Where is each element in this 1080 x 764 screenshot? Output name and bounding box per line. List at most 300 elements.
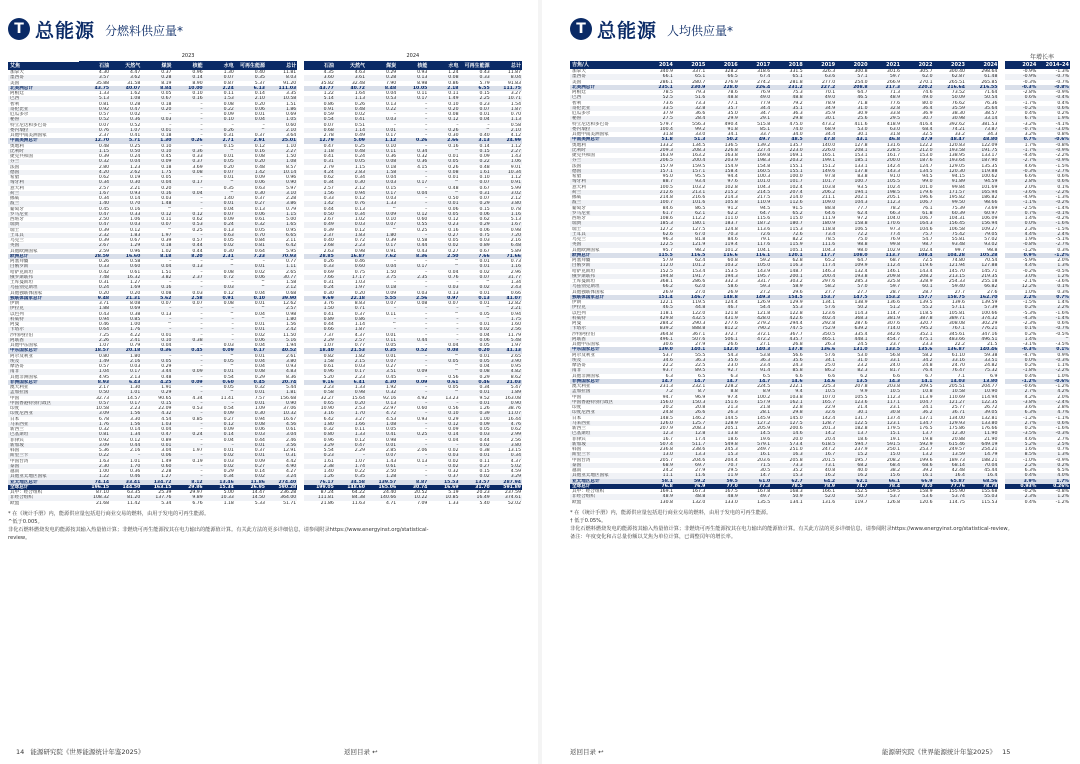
table-cell: 121.27 bbox=[934, 400, 966, 405]
row-label: 阿根廷 bbox=[572, 90, 586, 95]
table-cell: 105.5 bbox=[854, 394, 868, 400]
table-cell: 63.0 bbox=[869, 127, 901, 132]
table-cell: 8.84 bbox=[141, 86, 172, 91]
table-cell: 0.46 bbox=[460, 380, 491, 385]
table-cell: 23.7 bbox=[889, 342, 901, 347]
table-cell: 4.2% bbox=[1037, 389, 1070, 394]
row-label: 特立尼达和多巴哥 bbox=[572, 121, 609, 127]
row-label: 捷克共和国 bbox=[10, 154, 33, 159]
table-cell: 6.43 bbox=[110, 380, 141, 385]
table-cell: 3.76 bbox=[323, 301, 334, 306]
table-cell: 18.40 bbox=[304, 348, 335, 353]
table-cell: – bbox=[172, 401, 203, 406]
table-cell: 56.8 bbox=[889, 352, 901, 358]
table-cell: 76.9 bbox=[760, 90, 771, 95]
table-cell: 70.1 bbox=[824, 90, 836, 95]
table-cell: 0.16 bbox=[172, 96, 203, 101]
table-cell: 0.02 bbox=[448, 448, 459, 453]
table-cell: 235.1 bbox=[641, 85, 673, 90]
table-cell: 74.14 bbox=[79, 480, 110, 485]
table-cell: 302.29 bbox=[981, 321, 998, 326]
table-cell: 795.2 bbox=[901, 326, 933, 331]
table-cell: 0.56 bbox=[448, 374, 459, 380]
table-cell: 5.33 bbox=[254, 500, 265, 506]
table-cell: 166.1 bbox=[821, 489, 836, 494]
table-cell: 0.27 bbox=[460, 464, 491, 469]
table-cell: 325.8 bbox=[886, 279, 901, 284]
table-cell: 0.04 bbox=[235, 359, 266, 364]
table-cell: 0.01 bbox=[460, 453, 491, 458]
table-cell: 0.03 bbox=[366, 117, 397, 122]
table-cell: 63.6 bbox=[804, 74, 836, 79]
table-cell: 96.9 bbox=[695, 394, 706, 400]
table-cell: – bbox=[172, 233, 203, 238]
table-cell: 202.1 bbox=[854, 195, 868, 200]
table-cell: -3.2% bbox=[1023, 121, 1037, 127]
table-cell: 14.1 bbox=[901, 379, 933, 384]
table-cell: 0.80 bbox=[98, 353, 110, 359]
table-cell: 0.04 bbox=[397, 191, 428, 196]
table-cell: 171.57 bbox=[934, 190, 966, 195]
table-cell: -2.3% bbox=[1023, 321, 1037, 326]
table-cell: 0.16 bbox=[448, 227, 459, 233]
table-cell: 11.86 bbox=[235, 480, 266, 485]
table-cell: 21.68 bbox=[95, 500, 110, 506]
table-cell: 7.2 bbox=[641, 389, 673, 394]
row-label: 巴西 bbox=[8, 96, 79, 101]
table-cell: 26.9 bbox=[662, 289, 673, 295]
table-cell: – bbox=[200, 143, 203, 149]
table-cell: 1.33 bbox=[366, 201, 397, 206]
table-cell: 2.91 bbox=[235, 138, 266, 143]
table-cell: 0.20 bbox=[335, 401, 366, 406]
table-cell: 94.5 bbox=[760, 205, 771, 211]
table-cell: 0.1% bbox=[1037, 347, 1070, 352]
table-cell: 265.51 bbox=[948, 79, 965, 85]
table-cell: 76.36 bbox=[984, 100, 998, 106]
table-cell: 143.9 bbox=[757, 268, 771, 274]
page-header bbox=[8, 14, 522, 44]
table-cell: 42.48 bbox=[951, 468, 965, 473]
table-cell: 1.65 bbox=[266, 222, 297, 227]
table-cell: 76.47 bbox=[934, 368, 966, 373]
table-cell: 107.0 bbox=[821, 394, 836, 400]
table-cell: 1.07 bbox=[323, 343, 334, 348]
table-cell: 133.17 bbox=[981, 153, 998, 158]
table-cell: 483.66 bbox=[934, 337, 966, 342]
table-cell: 1.33 bbox=[98, 91, 110, 96]
table-cell: 1.09 bbox=[254, 406, 265, 411]
footnote-line: ^低于0.005。 bbox=[8, 518, 43, 525]
table-cell: 40.8 bbox=[824, 468, 836, 473]
growth-rate-label: 年增长率 bbox=[1029, 54, 1054, 61]
table-cell: 100.4 bbox=[641, 127, 673, 132]
table-cell: 50.09 bbox=[934, 95, 966, 100]
row-label: 中国台湾 bbox=[10, 458, 29, 464]
row-label: 比利时 bbox=[570, 148, 641, 153]
table-cell: 134.00 bbox=[948, 415, 965, 421]
table-cell: 2.56 bbox=[397, 296, 428, 301]
table-cell: 216.55 bbox=[966, 85, 998, 90]
table-cell: 0.2% bbox=[1057, 111, 1069, 116]
table-cell: 10.58 bbox=[95, 406, 110, 411]
table-cell: 70.04 bbox=[966, 463, 998, 468]
table-cell: -5.9% bbox=[1023, 258, 1037, 263]
table-cell: 0.12 bbox=[130, 227, 141, 233]
table-cell: 335.4 bbox=[854, 331, 868, 337]
table-cell: 156.68 bbox=[280, 395, 297, 401]
table-cell: -2.2% bbox=[1055, 153, 1069, 158]
table-cell: 16.44 bbox=[507, 416, 521, 422]
table-cell: 14.7 bbox=[739, 379, 771, 384]
table-cell: 5.13 bbox=[510, 217, 521, 222]
table-cell: 1.97 bbox=[192, 448, 203, 453]
table-cell: 81.8 bbox=[695, 237, 706, 242]
table-cell: 2.27 bbox=[266, 149, 297, 154]
table-cell: 0.91 bbox=[385, 248, 397, 254]
table-cell: 1.6% bbox=[1024, 447, 1037, 452]
table-cell: -0.9% bbox=[1023, 69, 1037, 74]
table-cell: 1.07 bbox=[354, 458, 365, 464]
table-cell: 61.0 bbox=[739, 479, 771, 484]
table-cell: 4.6% bbox=[1024, 436, 1037, 442]
table-cell: 7.25 bbox=[98, 332, 110, 338]
table-cell: 1.67 bbox=[491, 222, 522, 227]
table-cell: 0.39 bbox=[98, 227, 110, 233]
table-cell: – bbox=[200, 133, 203, 138]
table-cell: 0.94 bbox=[254, 416, 265, 422]
table-cell: 117.6 bbox=[739, 242, 771, 247]
table-cell: 120.1 bbox=[771, 253, 803, 258]
table-cell: – bbox=[204, 443, 235, 448]
table-cell: 0.06 bbox=[235, 180, 266, 185]
table-cell: 222.1 bbox=[789, 384, 803, 389]
table-cell: -0.3% bbox=[1005, 85, 1037, 90]
table-cell: 1.48 bbox=[141, 201, 172, 206]
table-cell: 123.6 bbox=[836, 400, 868, 405]
table-cell: 68.14 bbox=[934, 463, 966, 468]
table-cell: 5.2% bbox=[1005, 442, 1037, 447]
table-cell: 255.18 bbox=[981, 279, 998, 284]
table-cell: 100.3 bbox=[757, 174, 771, 179]
table-cell: 73.3 bbox=[771, 463, 803, 468]
table-cell: – bbox=[141, 306, 172, 311]
table-cell: 0.67 bbox=[130, 238, 141, 243]
table-cell: 29.8 bbox=[771, 116, 803, 121]
table-cell: 0.01 bbox=[460, 390, 491, 395]
table-cell: 119.4 bbox=[706, 242, 738, 247]
back-to-contents-link[interactable]: 返回目录 ↩ bbox=[570, 748, 604, 756]
table-cell: 0.31 bbox=[98, 280, 110, 285]
table-cell: 91.8 bbox=[706, 127, 738, 132]
table-cell: 57.39 bbox=[966, 305, 998, 310]
table-cell: 0.03 bbox=[110, 222, 141, 227]
table-cell: 0.01 bbox=[254, 322, 265, 327]
table-cell: 0.26 bbox=[428, 128, 459, 133]
footnote-line: 备注：年度变化和占总量份额以艾焦为单位计算，已调整闰年的增长率。 bbox=[570, 533, 737, 540]
table-cell: 131.7 bbox=[854, 415, 868, 421]
table-cell: 61.10 bbox=[951, 352, 965, 358]
table-cell: 0.50 bbox=[304, 212, 335, 217]
table-cell: 51.2 bbox=[869, 305, 901, 310]
table-cell: 193.8 bbox=[836, 274, 868, 279]
table-cell: 194.3 bbox=[706, 274, 738, 279]
table-cell: 29.1 bbox=[739, 116, 771, 121]
table-cell: 0.41 bbox=[366, 432, 397, 437]
table-cell: 0.41 bbox=[323, 311, 334, 317]
table-cell: 132.4 bbox=[854, 268, 868, 274]
table-cell: 1.02 bbox=[354, 217, 365, 222]
table-cell: 31.0 bbox=[836, 106, 868, 111]
table-cell: ^ bbox=[454, 364, 459, 369]
table-cell: 0.48 bbox=[254, 164, 265, 170]
table-cell: 75.42 bbox=[934, 232, 966, 237]
table-cell: 2.56 bbox=[491, 327, 522, 332]
table-cell: -0.4% bbox=[1037, 95, 1070, 100]
row-label: 智利 bbox=[572, 100, 582, 106]
table-cell: 119.6 bbox=[901, 263, 933, 268]
table-cell: 0.60 bbox=[417, 217, 428, 222]
table-cell: 8.08 bbox=[130, 301, 141, 306]
table-cell: 128.9 bbox=[706, 421, 738, 426]
table-cell: 1.18 bbox=[304, 149, 335, 154]
table-cell: 0.47 bbox=[110, 107, 141, 112]
table-cell: 23.3 bbox=[922, 342, 933, 347]
table-cell: 48.9 bbox=[706, 494, 738, 499]
table-cell: 26.72 bbox=[984, 405, 998, 410]
column-header: 总计 bbox=[266, 62, 297, 71]
table-cell: 216.64 bbox=[934, 85, 966, 90]
table-cell: 29.5 bbox=[727, 468, 738, 473]
table-cell: 0.13 bbox=[354, 206, 365, 212]
table-cell: 1.08 bbox=[110, 96, 141, 101]
table-cell: 70.7 bbox=[706, 463, 738, 468]
table-cell: 20.0 bbox=[792, 436, 803, 442]
table-cell: 0.05 bbox=[335, 159, 366, 164]
table-cell: 0.36 bbox=[385, 154, 397, 159]
row-label: 阿联酋 bbox=[570, 337, 641, 342]
table-cell: 214.5 bbox=[739, 190, 771, 195]
table-cell: 0.61 bbox=[285, 427, 297, 432]
row-label: 奥地利 bbox=[572, 142, 586, 148]
table-cell: 134.7 bbox=[901, 421, 933, 426]
table-cell: 1.80 bbox=[130, 353, 141, 359]
row-label: 英国 bbox=[570, 242, 641, 247]
table-cell: 74.0 bbox=[771, 127, 803, 132]
table-cell: 0.41 bbox=[335, 117, 366, 122]
row-label: 沙特阿拉伯 bbox=[572, 331, 595, 337]
page-number: 14 bbox=[16, 748, 25, 756]
table-cell: 0.4% bbox=[1024, 111, 1037, 116]
table-cell: 22.09 bbox=[158, 406, 172, 411]
table-cell: 6.42 bbox=[323, 416, 334, 422]
table-cell: 2.50 bbox=[428, 254, 459, 259]
table-cell: 0.26 bbox=[448, 164, 459, 170]
table-cell: 94.4 bbox=[727, 174, 738, 179]
table-cell: 59.5 bbox=[706, 479, 738, 484]
table-cell: 0.31 bbox=[266, 453, 297, 458]
table-cell: 39.2 bbox=[922, 468, 933, 473]
row-label: 泰国 bbox=[570, 463, 641, 468]
table-cell: -1.2% bbox=[1023, 247, 1037, 253]
table-cell: – bbox=[172, 474, 203, 479]
table-cell: 114.3 bbox=[854, 310, 868, 316]
table-cell: 91.4 bbox=[739, 368, 771, 373]
table-cell: 55.3 bbox=[771, 305, 803, 310]
table-cell: – bbox=[200, 122, 203, 128]
table-cell: 35.7 bbox=[706, 106, 738, 111]
table-cell: 76.9 bbox=[889, 237, 901, 242]
table-cell: 2.23 bbox=[323, 385, 334, 390]
table-cell: 104.6 bbox=[919, 226, 933, 232]
table-cell: – bbox=[397, 170, 428, 175]
table-cell: 0.05 bbox=[428, 212, 459, 217]
table-cell: 14.57 bbox=[127, 395, 141, 401]
table-cell: 215.2 bbox=[706, 190, 738, 195]
table-cell: -0.7% bbox=[1005, 127, 1037, 132]
table-cell: 13.80 bbox=[966, 379, 998, 384]
table-cell: 0.13 bbox=[161, 311, 172, 317]
table-cell: ^ bbox=[428, 369, 459, 374]
table-cell: 74.7 bbox=[836, 484, 868, 489]
table-cell: 1.01 bbox=[110, 390, 141, 395]
table-cell: 0.96 bbox=[285, 175, 297, 180]
table-cell: ^ bbox=[454, 353, 459, 359]
row-label: 韩国 bbox=[572, 447, 582, 452]
table-cell: 78.9 bbox=[824, 100, 836, 106]
table-cell: 10.05 bbox=[397, 86, 428, 91]
page-header bbox=[570, 14, 1070, 44]
table-cell: 1.66 bbox=[335, 422, 366, 427]
table-cell: 0.48 bbox=[448, 185, 459, 191]
table-cell: 124.7 bbox=[919, 163, 933, 169]
row-label: 埃及 bbox=[570, 358, 641, 363]
table-cell: 200.4 bbox=[674, 158, 706, 163]
table-cell: 0.6% bbox=[1057, 321, 1069, 326]
table-cell: 8.7 bbox=[674, 389, 706, 394]
table-cell: – bbox=[169, 122, 172, 128]
table-cell: 345.61 bbox=[948, 331, 965, 337]
row-label: 菲律宾 bbox=[572, 436, 586, 442]
row-label: 葡萄牙 bbox=[10, 206, 24, 212]
table-cell: 53.6 bbox=[901, 494, 933, 499]
table-cell: 0.62 bbox=[479, 217, 490, 222]
row-label: 印度 bbox=[572, 405, 582, 410]
table-cell: 0.34 bbox=[79, 180, 110, 185]
table-cell: 35.2 bbox=[792, 468, 803, 473]
table-cell: 21.8 bbox=[760, 405, 771, 410]
table-cell: 767.1 bbox=[934, 326, 966, 331]
table-cell: 0.04 bbox=[161, 427, 172, 432]
table-cell: 28.4 bbox=[674, 116, 706, 121]
table-cell: 340.9 bbox=[659, 69, 673, 74]
table-cell: 0.32 bbox=[235, 222, 266, 227]
table-cell: 7.66 bbox=[460, 254, 491, 259]
table-cell: 0.16 bbox=[130, 206, 141, 212]
table-cell: 11.41 bbox=[220, 395, 234, 401]
table-cell: 29.86 bbox=[172, 485, 203, 490]
table-cell: 2.57 bbox=[335, 338, 366, 343]
table-cell: – bbox=[487, 122, 490, 128]
table-cell: 208.1 bbox=[836, 148, 868, 153]
table-cell: 33.5 bbox=[641, 106, 673, 111]
table-cell: 0.86 bbox=[335, 317, 366, 322]
row-label: 埃及 bbox=[8, 359, 79, 364]
table-cell: 10.71 bbox=[491, 96, 522, 101]
table-cell: 13.7 bbox=[901, 431, 933, 436]
table-cell: 105.81 bbox=[948, 310, 965, 316]
row-label: 其他非洲国家 bbox=[572, 373, 600, 379]
table-cell: 8.03 bbox=[266, 75, 297, 80]
table-cell: 364.00 bbox=[266, 495, 297, 500]
table-cell: 75.32 bbox=[966, 368, 998, 373]
table-cell: ^ bbox=[460, 317, 491, 322]
table-cell: 253.7 bbox=[919, 447, 933, 452]
table-cell: -0.2% bbox=[1023, 489, 1037, 494]
table-cell: 16.32 bbox=[110, 275, 141, 280]
table-cell: 6.41 bbox=[335, 380, 366, 385]
table-cell: – bbox=[425, 374, 428, 380]
table-cell: 60.8 bbox=[727, 258, 738, 263]
table-cell: 1.97 bbox=[335, 285, 366, 290]
column-header: 核能 bbox=[397, 62, 428, 71]
table-cell: 207.4 bbox=[771, 190, 803, 195]
table-cell: 11.6 bbox=[674, 473, 706, 478]
table-cell: 0.12 bbox=[428, 117, 459, 122]
table-cell: 3.80 bbox=[491, 201, 522, 206]
table-cell: 465.1 bbox=[804, 337, 836, 342]
table-cell: 112.3 bbox=[886, 394, 901, 400]
table-cell: 287.6 bbox=[854, 321, 868, 326]
table-cell: 105.0 bbox=[739, 263, 771, 268]
table-cell: 108.32 bbox=[79, 495, 110, 500]
table-cell: 1.00 bbox=[130, 322, 141, 327]
table-cell: 121.8 bbox=[724, 310, 738, 316]
table-cell: 0.11 bbox=[417, 91, 428, 96]
back-to-contents-link[interactable]: 返回目录 ↩ bbox=[344, 748, 378, 756]
table-cell: 2.0% bbox=[1057, 258, 1069, 263]
table-cell: 387.8 bbox=[901, 316, 933, 321]
table-cell: 29.97 bbox=[189, 490, 203, 495]
table-cell: 46.5 bbox=[836, 95, 868, 100]
table-cell: – bbox=[393, 122, 397, 128]
column-header: 煤炭 bbox=[141, 62, 172, 71]
table-cell: 579.1 bbox=[739, 442, 771, 447]
table-cell: 0.34 bbox=[335, 212, 366, 217]
table-cell: 374.61 bbox=[491, 495, 522, 500]
table-cell: 0.37 bbox=[254, 133, 265, 138]
table-cell: 0.01 bbox=[204, 201, 235, 206]
table-cell: -0.9% bbox=[1037, 148, 1070, 153]
row-label: 波兰 bbox=[570, 200, 641, 205]
table-cell: 0.96 bbox=[192, 70, 203, 75]
table-cell: 0.01 bbox=[254, 353, 265, 359]
table-cell: 11.87 bbox=[507, 70, 521, 75]
table-cell: 1.0% bbox=[1057, 373, 1069, 379]
table-cell: 0.12 bbox=[254, 143, 265, 149]
row-label: 非经合组织 bbox=[570, 494, 641, 499]
table-cell: 203.6 bbox=[757, 457, 771, 463]
table-cell: 100.5 bbox=[659, 184, 673, 190]
table-cell: 100.62 bbox=[981, 174, 998, 179]
table-cell: 0.46 bbox=[98, 322, 110, 327]
table-cell: 0.01 bbox=[479, 112, 490, 117]
table-cell: 134.5 bbox=[692, 142, 706, 148]
row-label: 其他独联体国家 bbox=[572, 289, 605, 295]
row-label: 巴基斯坦 bbox=[8, 432, 79, 437]
table-cell: 136.6 bbox=[886, 300, 901, 305]
table-cell: 0.25 bbox=[417, 227, 428, 233]
